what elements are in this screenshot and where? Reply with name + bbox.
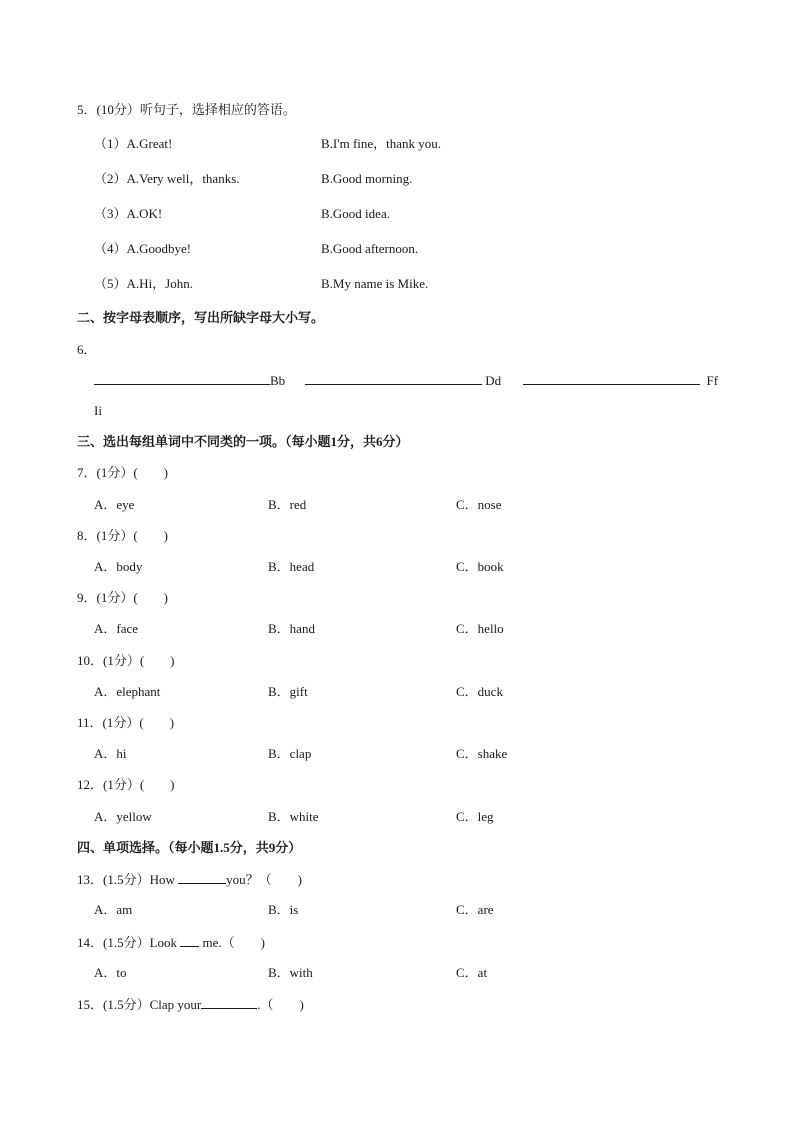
q9-option-a: A．face [94,621,139,636]
q12-option-c: C．leg [456,809,494,824]
q5-row-5-option-b: B.My name is Mike. [321,276,429,291]
q14-stem: 14．(1.5分）Look me.（ ) [77,935,266,950]
q5-row-1-option-b: B.I'm fine，thank you. [321,136,442,151]
answer-blank[interactable] [523,372,700,385]
q10-stem: 10．(1分）( ) [77,653,175,668]
q11-option-b: B．clap [268,746,312,761]
answer-blank[interactable] [94,372,270,385]
q7-stem: 7．(1分）( ) [77,465,169,480]
q6-letter-row [94,372,285,389]
answer-blank[interactable] [201,996,257,1009]
q5-row-5-option-a: （5）A.Hi，John. [94,276,193,291]
q7-option-a: A．eye [94,497,135,512]
section-3-heading: 三、选出每组单词中不同类的一项。（每小题1分，共6分） [77,434,409,449]
q9-option-b: B．hand [268,621,315,636]
letter-dd: Dd [485,373,502,388]
q5-row-1-option-a: （1）A.Great! [94,136,173,151]
q6-letter-row [523,372,718,389]
q5-row-2-option-b: B.Good morning. [321,171,413,186]
q10-option-a: A．elephant [94,684,161,699]
q9-option-c: C．hello [456,621,504,636]
q13-option-c: C．are [456,902,494,917]
q14-option-a: A．to [94,965,127,980]
q6-number: 6． [77,342,97,357]
answer-blank[interactable] [305,372,482,385]
q11-stem: 11．(1分）( ) [77,715,175,730]
q5-title: 5．(10分）听句子，选择相应的答语。 [77,102,296,117]
q5-row-4-option-a: （4）A.Goodbye! [94,241,192,256]
letter-ii: Ii [94,403,102,418]
letter-ff: Ff [706,373,719,388]
q8-stem: 8．(1分）( ) [77,528,169,543]
q13-option-a: A．am [94,902,133,917]
section-4-heading: 四、单项选择。（每小题1.5分，共9分） [77,840,302,855]
q8-option-c: C．book [456,559,504,574]
q5-row-4-option-b: B.Good afternoon. [321,241,419,256]
q10-option-c: C．duck [456,684,503,699]
q10-option-b: B．gift [268,684,308,699]
q8-option-a: A．body [94,559,143,574]
section-2-heading: 二、按字母表顺序，写出所缺字母大小写。 [77,310,325,325]
q6-letter-row [305,372,501,389]
q8-option-b: B．head [268,559,315,574]
q7-option-c: C．nose [456,497,502,512]
letter-bb: Bb [270,373,286,388]
q13-stem: 13．(1.5分）How you？（ ) [77,872,302,887]
q15-stem: 15．(1.5分）Clap your .（ ) [77,997,304,1012]
q7-option-b: B．red [268,497,307,512]
answer-blank[interactable] [180,934,199,947]
q12-stem: 12．(1分）( ) [77,777,175,792]
q5-row-2-option-a: （2）A.Very well，thanks. [94,171,240,186]
q11-option-a: A．hi [94,746,127,761]
q12-option-a: A．yellow [94,809,152,824]
q13-option-b: B．is [268,902,299,917]
q14-option-c: C．at [456,965,488,980]
q12-option-b: B．white [268,809,319,824]
q11-option-c: C．shake [456,746,508,761]
q9-stem: 9．(1分）( ) [77,590,169,605]
answer-blank[interactable] [178,871,226,884]
q14-option-b: B．with [268,965,313,980]
q5-row-3-option-b: B.Good idea. [321,206,390,221]
q5-row-3-option-a: （3）A.OK! [94,206,163,221]
